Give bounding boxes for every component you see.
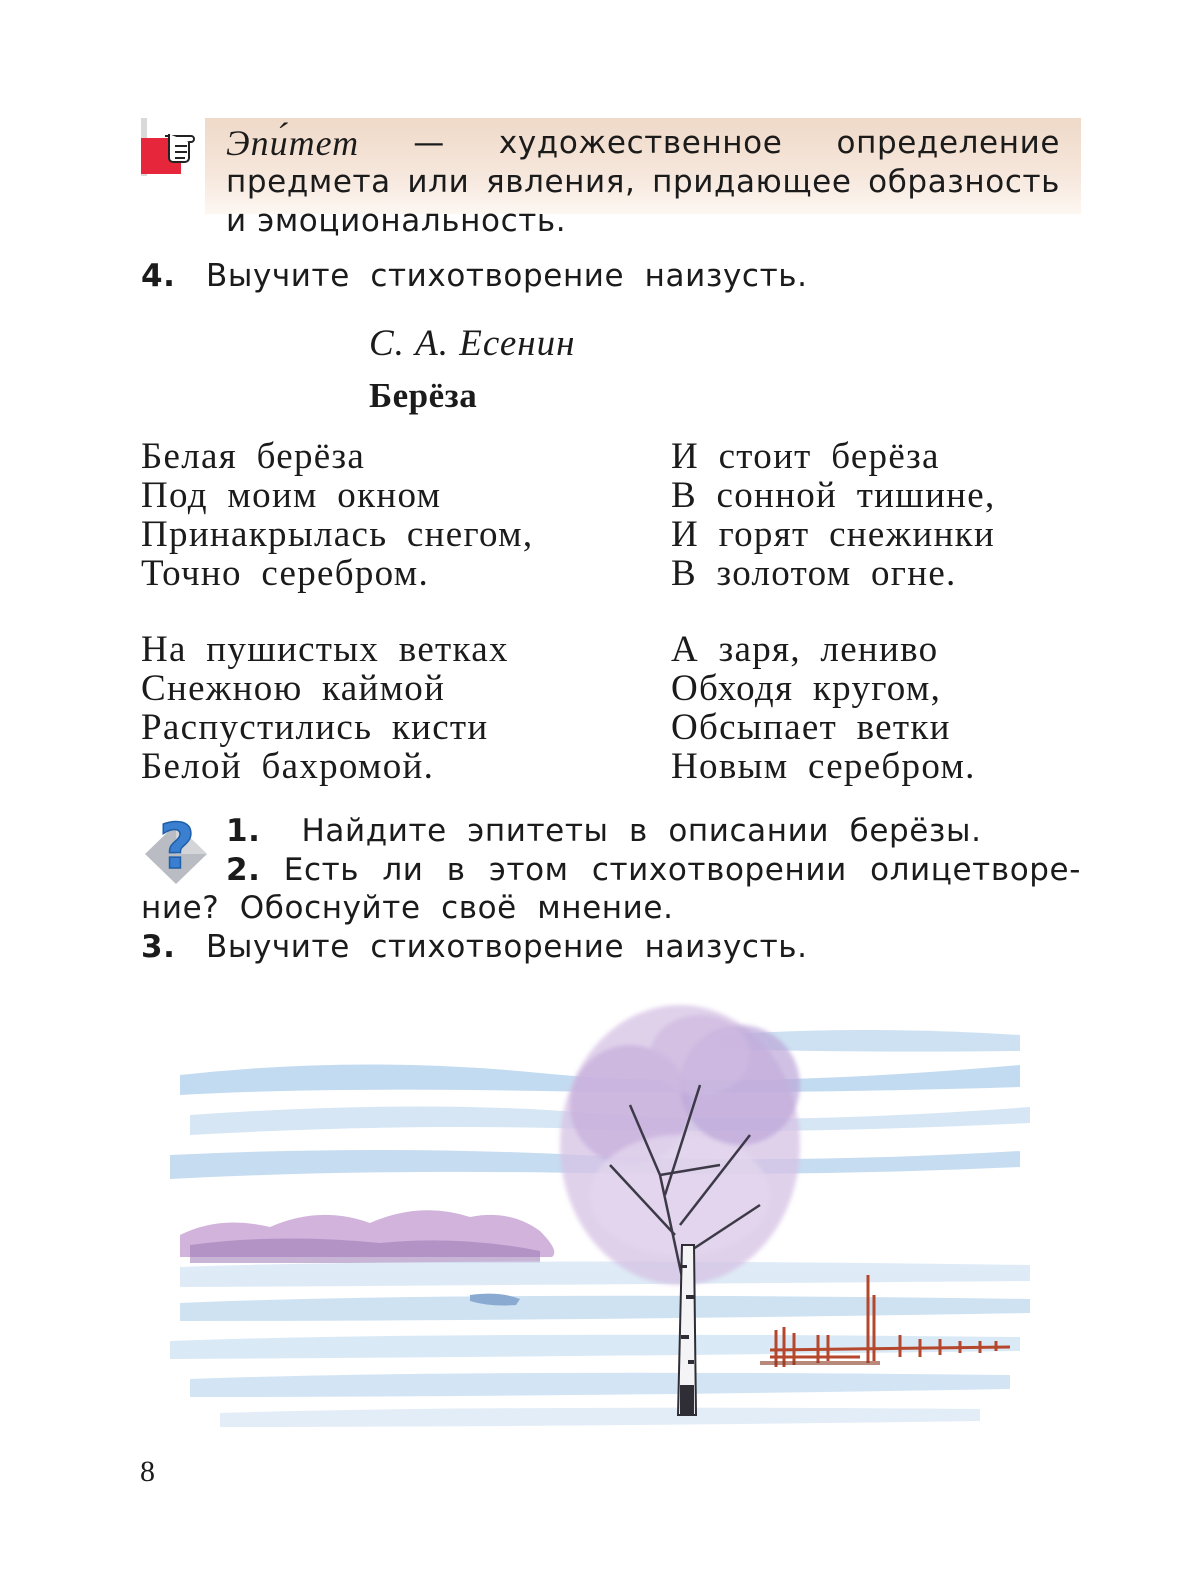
stanza-2 xyxy=(141,630,509,786)
fence-shadows xyxy=(760,1361,880,1365)
task-4-text: Выучите стихотворение наизусть. xyxy=(206,258,808,294)
svg-text:?: ? xyxy=(159,812,195,883)
poem-line: И горят снежинки xyxy=(671,514,996,555)
question-3-number: 3. xyxy=(141,928,176,965)
question-3-text: Выучите стихотворение наизусть. xyxy=(206,928,808,965)
question-2-word: Есть xyxy=(283,851,360,888)
question-2-word: в xyxy=(446,851,466,888)
birch-illustration xyxy=(160,995,1040,1435)
poem-title: Берёза xyxy=(369,376,478,415)
question-2-word: ли xyxy=(382,851,424,888)
definition-term: Эпи́тет xyxy=(226,123,360,163)
task-4-number: 4. xyxy=(141,258,176,294)
definition-word-artistic: художественное xyxy=(498,125,783,161)
stanza-3 xyxy=(671,437,996,593)
poem-line: Под моим окном xyxy=(141,475,442,516)
question-2 xyxy=(141,851,1081,890)
poem-line: Новым серебром. xyxy=(671,746,976,787)
poem-line: Снежною каймой xyxy=(141,668,446,709)
poem-line: Принакрылась снегом, xyxy=(141,514,534,555)
poem-line: Белая берёза xyxy=(141,436,366,477)
question-2-word: этом xyxy=(488,851,569,888)
question-2-number: 2. xyxy=(226,851,261,888)
definition-line-3: и эмоциональность. xyxy=(226,203,567,239)
question-2-continuation: ние? Обоснуйте своё мнение. xyxy=(141,890,674,926)
definition-line-2: предмета или явления, придающее образность xyxy=(226,164,1060,200)
poem-line: Распустились кисти xyxy=(141,707,489,748)
poem-line: Обходя кругом, xyxy=(671,668,942,709)
stanza-4 xyxy=(671,630,976,786)
poem-line: На пушистых ветках xyxy=(141,629,509,670)
definition-word-definition: определение xyxy=(836,125,1060,161)
poem-line: И стоит берёза xyxy=(671,436,940,477)
poem-author: С. А. Есенин xyxy=(369,323,576,364)
poem-line: Точно серебром. xyxy=(141,553,430,594)
poem-line: Обсыпает ветки xyxy=(671,707,951,748)
question-3 xyxy=(141,928,1081,967)
poem-line: В сонной тишине, xyxy=(671,475,996,516)
question-1-text: Найдите эпитеты в описании берёзы. xyxy=(301,813,982,849)
poem-line: В золотом огне. xyxy=(671,553,957,594)
definition-text xyxy=(226,124,1060,241)
questions xyxy=(141,812,1081,966)
pointing-hand-icon xyxy=(161,120,207,166)
definition-marker xyxy=(141,118,205,176)
definition-dash: — xyxy=(413,125,445,161)
task-4 xyxy=(141,258,808,294)
poem-line: Белой бахромой. xyxy=(141,746,435,787)
question-1-number: 1. xyxy=(226,813,261,849)
page-number: 8 xyxy=(140,1455,155,1488)
question-1 xyxy=(141,812,1081,851)
question-2-word: олицетворе- xyxy=(870,851,1081,888)
question-2-word: стихотворении xyxy=(591,851,847,888)
stanza-1 xyxy=(141,437,533,593)
poem-line: А заря, лениво xyxy=(671,629,939,670)
